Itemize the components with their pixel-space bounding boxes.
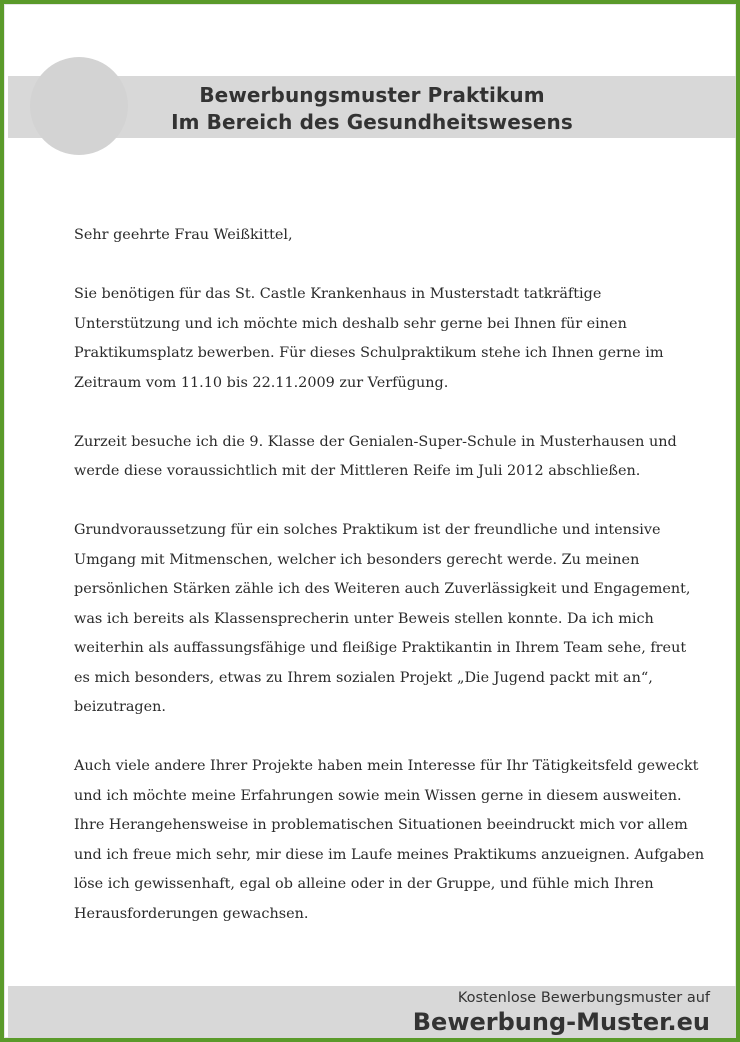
letter-body <box>74 221 705 959</box>
paragraph-1 <box>74 280 684 398</box>
paragraph-line: und ich freue mich sehr, mir diese im Laufe meines Praktikums anzueignen. Aufgaben <box>74 846 705 863</box>
paragraph-2 <box>74 428 684 487</box>
paragraph-line: Herausforderungen gewachsen. <box>74 905 309 922</box>
paragraph-line: Sie benötigen für das St. Castle Krankenhaus in Musterstadt tatkräftige <box>74 286 602 302</box>
paragraph-4 <box>74 752 705 929</box>
paragraph-line: Umgang mit Mitmenschen, welcher ich besonders gerecht werde. Zu meinen <box>74 551 640 568</box>
paragraph-line: werde diese voraussichtlich mit der Mittleren Reife im Juli 2012 abschließen. <box>74 463 641 479</box>
footer-tagline: Kostenlose Bewerbungsmuster auf <box>457 990 710 1006</box>
paragraph-line: Auch viele andere Ihrer Projekte haben mein Interesse für Ihr Tätigkeitsfeld geweckt <box>74 758 699 774</box>
paragraph-line: Grundvoraussetzung für ein solches Praktikum ist der freundliche und intensive <box>74 522 661 538</box>
title-line-2: Im Bereich des Gesundheitswesens <box>171 110 573 134</box>
paragraph-line: und ich möchte meine Erfahrungen sowie mein Wissen gerne in diesem ausweiten. <box>74 787 682 804</box>
paragraph-line: beizutragen. <box>74 699 166 715</box>
paragraph-3 <box>74 516 691 723</box>
paragraph-line: es mich besonders, etwas zu Ihrem sozialen Projekt „Die Jugend packt mit an“, <box>74 669 653 686</box>
page-title <box>8 82 736 136</box>
paragraph-line: Zeitraum vom 11.10 bis 22.11.2009 zur Verfügung. <box>74 374 449 391</box>
paragraph-line: Praktikumsplatz bewerben. Für dieses Schulpraktikum stehe ich Ihnen gerne im <box>74 345 664 361</box>
paragraph-line: weiterhin als auffassungsfähige und fleißige Praktikantin in Ihrem Team sehe, freut <box>74 640 687 656</box>
paragraph-line: Ihre Herangehensweise in problematischen Situationen beeindruckt mich vor allem <box>74 817 688 833</box>
paragraph-line: persönlichen Stärken zähle ich des Weiteren auch Zuverlässigkeit und Engagement, <box>74 581 691 597</box>
title-line-1: Bewerbungsmuster Praktikum <box>199 83 545 107</box>
paragraph-line: Unterstützung und ich möchte mich deshalb sehr gerne bei Ihnen für einen <box>74 315 627 332</box>
paragraph-line: löse ich gewissenhaft, egal ob alleine oder in der Gruppe, und fühle mich Ihren <box>74 876 654 892</box>
paragraph-line: Zurzeit besuche ich die 9. Klasse der Genialen-Super-Schule in Musterhausen und <box>74 433 677 450</box>
footer-brand: Bewerbung-Muster.eu <box>412 1008 710 1036</box>
paragraph-line: was ich bereits als Klassensprecherin unter Beweis stellen konnte. Da ich mich <box>74 610 654 627</box>
salutation: Sehr geehrte Frau Weißkittel, <box>74 227 293 243</box>
